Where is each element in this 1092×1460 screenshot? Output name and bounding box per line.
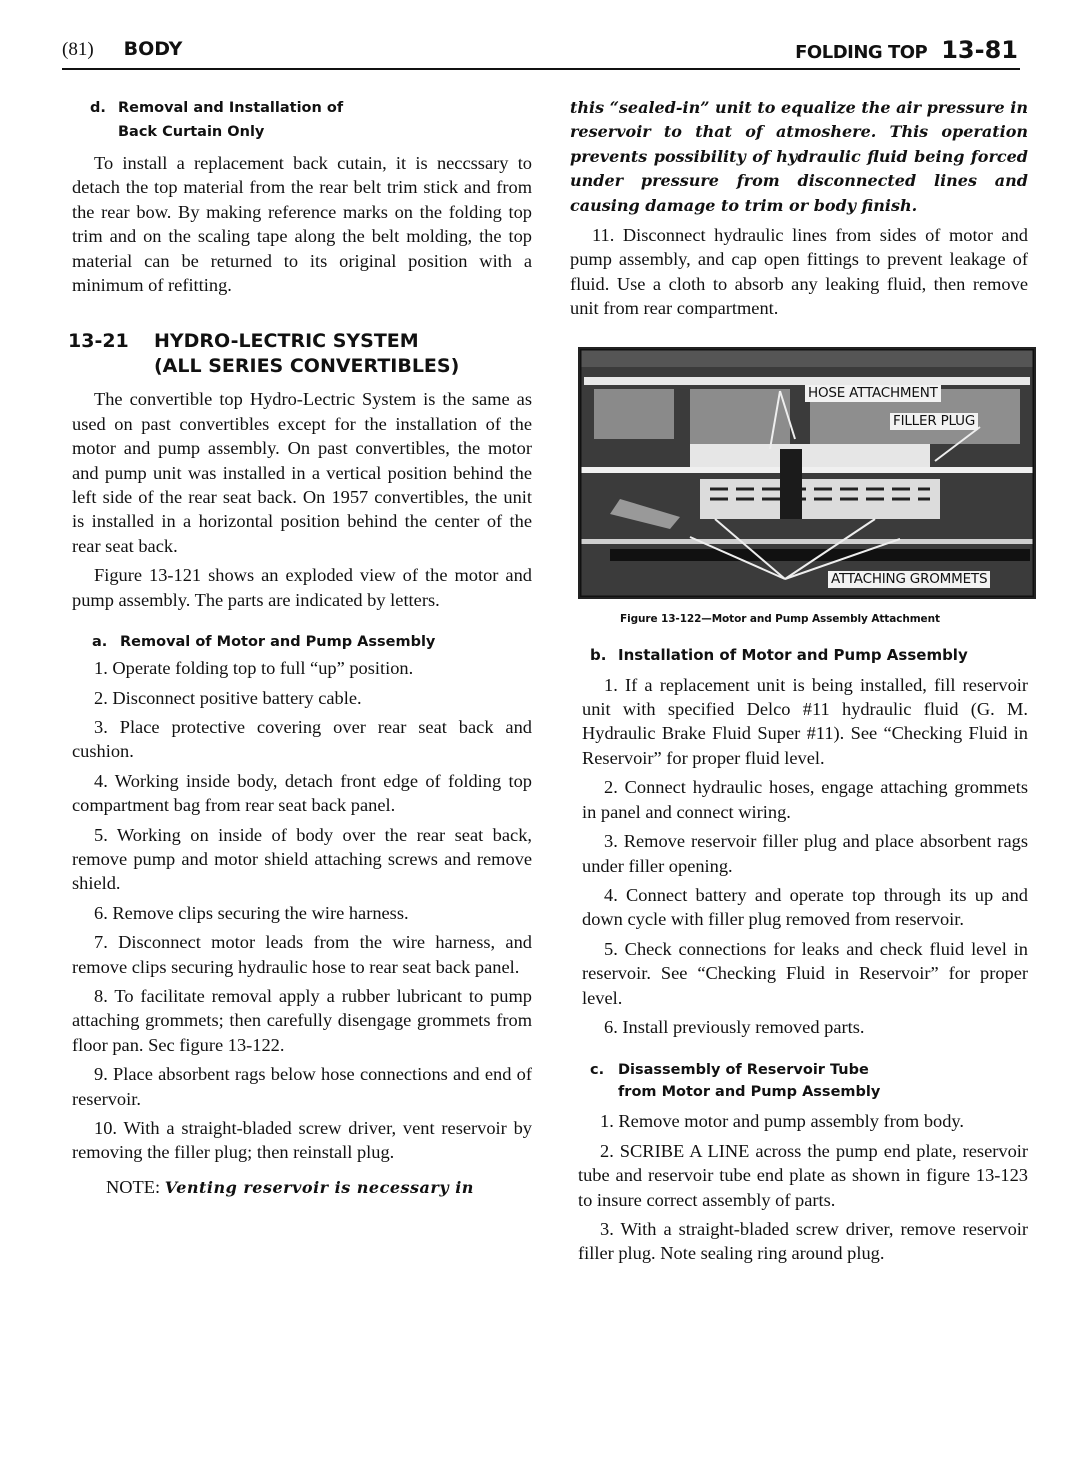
page-number: 13-81: [941, 36, 1018, 64]
header-left: [62, 38, 182, 61]
subsection-title: Removal of Motor and Pump Assembly: [120, 634, 436, 651]
list-item: 3. Place protective covering over rear seat back and cushion.: [72, 716, 532, 762]
section-b-steps: [570, 673, 1028, 1040]
figure-13-122: [570, 347, 1028, 625]
list-item: 8. To facilitate removal apply a rubber lubricant to pump attaching grommets; then carefully disengage grommets from floor pan. Sec figure 13-122.: [72, 985, 532, 1055]
section-heading-13-21: [68, 329, 532, 379]
list-item: 9. Place absorbent rags below hose connections and end of reservoir.: [72, 1064, 532, 1109]
section-c-steps: [570, 1109, 1028, 1265]
list-item: 5. Working on inside of body over the rear seat back, remove pump and motor shield attaching screws and remove shield.: [72, 824, 532, 894]
section-title-line2: (ALL SERIES CONVERTIBLES): [154, 355, 460, 378]
list-item: 10. With a straight-bladed screw driver, vent reservoir by removing the filler plug; then reinstall plug.: [72, 1118, 532, 1163]
right-column: [570, 96, 1028, 1266]
subsection-title-line1: Removal and Installation of: [118, 100, 344, 116]
subsection-title: Installation of Motor and Pump Assembly: [618, 645, 968, 664]
figure-photo: [578, 347, 1036, 599]
subsection-title-line2: Back Curtain Only: [118, 124, 265, 140]
list-item: 2. Connect hydraulic hoses, engage attaching grommets in panel and connect wiring.: [582, 777, 1028, 822]
section-title: BODY: [123, 38, 183, 60]
subsection-title-line1: Disassembly of Reservoir Tube: [618, 1062, 869, 1079]
list-item: 5. Check connections for leaks and check fluid level in reservoir. See “Checking Fluid in Reservoir” for proper level.: [582, 938, 1028, 1008]
section-title-line1: HYDRO-LECTRIC SYSTEM: [154, 330, 419, 353]
list-item: 7. Disconnect motor leads from the wire harness, and remove clips securing hydraulic hose to rear seat back panel.: [72, 932, 532, 977]
list-item: 1. Operate folding top to full “up” position.: [94, 658, 414, 679]
subsection-letter: b.: [590, 645, 607, 664]
paragraph: The convertible top Hydro-Lectric System is the same as used on past convertibles except for the installation of the motor and pump assembly. On past convertibles, the motor and pump unit was installed in a vertical position behind the left side of the rear seat back. On 1957 convertibles, the unit is installed in a horizontal position behind the center of the rear seat back.: [72, 389, 532, 556]
subsection-b-heading: [570, 643, 1028, 667]
header-right: [795, 36, 1018, 64]
list-item: 2. SCRIBE A LINE across the pump end plate, reservoir tube and reservoir tube end plate as shown in figure 13-123 to insure correct assembly of parts.: [578, 1140, 1028, 1210]
subsection-title-line2: from Motor and Pump Assembly: [618, 1084, 881, 1101]
subsection-letter: d.: [90, 100, 106, 116]
paragraph: Figure 13-121 shows an exploded view of the motor and pump assembly. The parts are indicated by letters.: [72, 565, 532, 610]
list-item: 4. Connect battery and operate top through its up and down cycle with filler plug removed from reservoir.: [582, 884, 1028, 930]
subsection-c-heading: [570, 1059, 1028, 1103]
section-number: 13-21: [68, 330, 129, 353]
list-item: 4. Working inside body, detach front edge of folding top compartment bag from rear seat back panel.: [72, 770, 532, 816]
note-label: NOTE:: [106, 1176, 161, 1197]
subsection-letter: a.: [92, 634, 108, 651]
note-text: Venting reservoir is necessary in: [164, 1177, 474, 1197]
page-number-paren: (81): [62, 39, 94, 60]
list-item: 11. Disconnect hydraulic lines from sides of motor and pump assembly, and cap open fittings to prevent leakage of fluid. Use a cloth to absorb any leaking fluid, then remove unit from rear compartment.: [570, 225, 1028, 319]
subsection-a-heading: [72, 630, 532, 654]
list-item: 3. With a straight-bladed screw driver, remove reservoir filler plug. Note sealing ring around plug.: [578, 1218, 1028, 1264]
list-item: 3. Remove reservoir filler plug and place absorbent rags under filler opening.: [582, 831, 1028, 876]
left-column: [68, 96, 532, 1200]
list-item: 6. Remove clips securing the wire harness.: [94, 902, 409, 923]
label-attaching-grommets: ATTACHING GROMMETS: [828, 571, 990, 588]
note-continued: this “sealed-in” unit to equalize the air pressure in reservoir to that of atmoshere. This operation prevents possibility of hydraulic fluid being forced under pressure from disconnected lines and causing damage to trim or body finish.: [570, 98, 1028, 215]
list-item: 1. If a replacement unit is being installed, fill reservoir unit with specified Delco #11 hydraulic fluid (G. M. Hydraulic Brake Fluid Super #11). See “Checking Fluid in Reservoir” for proper fluid level.: [582, 674, 1028, 768]
subsection-d-heading: [70, 96, 532, 144]
page-header: [62, 34, 1020, 70]
paragraph: To install a replacement back cutain, it is neccssary to detach the top material from the rear belt trim stick and from the rear bow. By making reference marks on the folding top trim and on the scaling tape along the belt molding, the top material can be returned to its original position with a minimum of refitting.: [72, 153, 532, 296]
figure-caption: Figure 13-122—Motor and Pump Assembly Attachment: [620, 612, 940, 625]
list-item: 1. Remove motor and pump assembly from body.: [600, 1111, 965, 1132]
list-item: 6. Install previously removed parts.: [604, 1016, 865, 1037]
subsection-letter: c.: [590, 1062, 605, 1079]
note: [72, 1175, 532, 1200]
label-filler-plug: FILLER PLUG: [890, 413, 978, 430]
label-hose-attachment: HOSE ATTACHMENT: [805, 385, 941, 402]
list-item: 2. Disconnect positive battery cable.: [94, 687, 362, 708]
chapter-title: FOLDING TOP: [795, 42, 928, 63]
